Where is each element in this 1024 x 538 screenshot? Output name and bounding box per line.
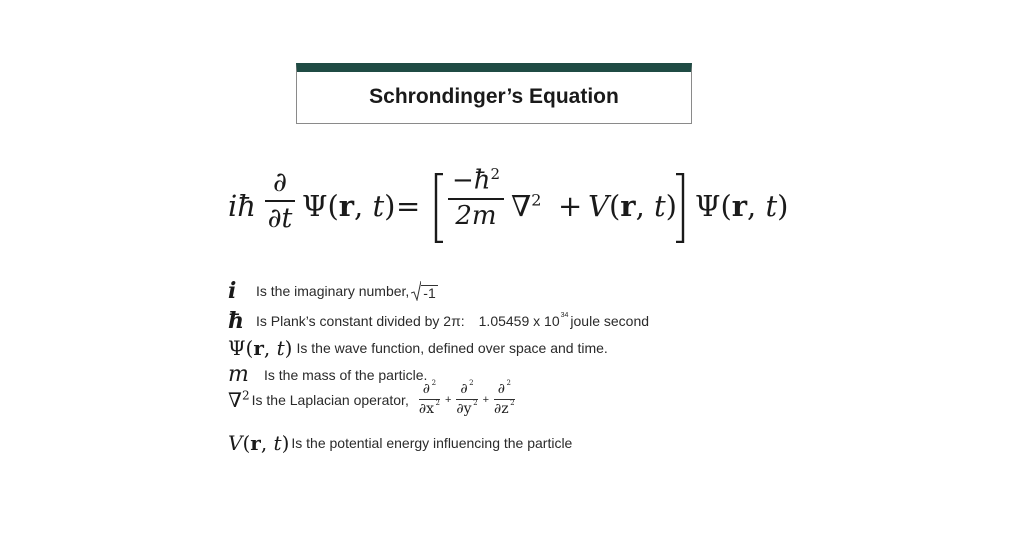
laplacian-x-den-power: 2 <box>435 399 440 408</box>
laplacian-frac-x <box>418 379 440 418</box>
eq-nabla-sup: 2 <box>531 190 542 210</box>
eq-potential: V(r, t) <box>588 189 677 223</box>
symbol-psi: Ψ <box>228 336 246 360</box>
laplacian-dy: ∂y <box>456 401 472 418</box>
eq-v-r: r <box>620 189 636 223</box>
eq-rhs-frac-den: 2m <box>455 200 497 231</box>
definition-hbar <box>228 308 649 334</box>
laplacian-x-partial: ∂ <box>422 381 431 397</box>
symbol-v: V <box>228 431 243 455</box>
eq-rhs-frac-bar <box>448 198 504 200</box>
symbol-nabla-sup: 2 <box>241 388 250 403</box>
laplacian-y-num-power: 2 <box>469 379 474 387</box>
laplacian-z-num-power: 2 <box>506 379 511 387</box>
definition-i <box>228 278 438 304</box>
eq-rhs-psi-symbol: Ψ <box>695 189 721 223</box>
laplacian-frac-z <box>494 379 515 418</box>
laplacian-z-den-power: 2 <box>510 399 515 408</box>
laplacian-x-den <box>418 399 440 418</box>
laplacian-z-num <box>497 379 511 397</box>
eq-rhs-t: t <box>765 189 778 223</box>
laplacian-z-den <box>494 399 515 418</box>
definition-psi <box>228 336 608 360</box>
laplacian-y-den-power: 2 <box>473 399 478 408</box>
right-bracket <box>674 173 686 243</box>
eq-rhs-fraction <box>448 167 504 229</box>
definition-potential <box>228 431 572 455</box>
laplacian-expression <box>415 379 519 418</box>
eq-rhs-psi: Ψ(r, t) <box>695 189 789 223</box>
eq-lhs-psi-symbol: Ψ <box>302 189 328 223</box>
symbol-v-t: t <box>273 431 282 455</box>
laplacian-y-partial: ∂ <box>460 381 468 397</box>
planck-value: 1.05459 x 10 <box>478 313 560 329</box>
planck-exponent: 34 <box>560 311 569 319</box>
symbol-m: m <box>228 362 249 387</box>
eq-v: V <box>588 189 609 223</box>
eq-v-t: t <box>654 189 666 223</box>
definition-i-text: Is the imaginary number, <box>256 283 410 299</box>
eq-lhs-psi: Ψ(r, t) <box>302 189 396 223</box>
symbol-i: i <box>228 278 237 304</box>
eq-plus: + <box>558 189 583 223</box>
definition-laplacian-text: Is the Laplacian operator, <box>251 391 409 408</box>
definition-potential-text: Is the potential energy influencing the particle <box>291 435 573 451</box>
symbol-hbar: ħ <box>228 308 244 334</box>
eq-rhs-hbar: −ħ <box>451 165 491 196</box>
eq-nabla-term <box>511 189 541 223</box>
eq-lhs-fraction <box>265 169 295 232</box>
symbol-laplacian <box>228 388 250 412</box>
planck-unit: joule second <box>570 313 650 329</box>
laplacian-z-partial: ∂ <box>497 381 505 397</box>
eq-lhs-frac-num: ∂ <box>273 167 287 198</box>
laplacian-x-num-power: 2 <box>431 379 437 387</box>
sqrt-sign <box>411 281 421 301</box>
definition-laplacian <box>228 379 519 418</box>
symbol-v-rt: V(r, t) <box>228 431 290 455</box>
definition-m-text: Is the mass of the particle. <box>264 366 428 383</box>
laplacian-plus-2: + <box>482 393 490 406</box>
eq-lhs-t: t <box>372 189 385 223</box>
laplacian-dx: ∂x <box>418 401 434 418</box>
symbol-v-r: r <box>250 431 261 455</box>
definition-hbar-text: Is Plank’s constant divided by 2π: <box>256 313 465 329</box>
laplacian-dz: ∂z <box>494 401 509 418</box>
eq-nabla: ∇ <box>511 189 532 223</box>
symbol-psi-rt: Ψ(r, t) <box>228 336 293 360</box>
eq-equals: = <box>396 189 421 223</box>
eq-lhs-r: r <box>338 189 355 223</box>
page-title: Schrondinger’s Equation <box>369 84 619 108</box>
eq-rhs-hbar-sup: 2 <box>490 165 501 183</box>
laplacian-y-den <box>456 399 478 418</box>
laplacian-plus-1: + <box>444 393 452 406</box>
eq-rhs-r: r <box>731 189 748 223</box>
left-bracket <box>433 173 445 243</box>
definition-psi-text: Is the wave function, defined over space and time. <box>296 340 608 356</box>
laplacian-frac-y <box>456 379 478 418</box>
eq-i-hbar: iħ <box>228 189 256 223</box>
sqrt-radicand: -1 <box>423 285 436 301</box>
eq-lhs-frac-bar <box>265 200 295 202</box>
eq-lhs-frac-den: ∂t <box>267 203 293 234</box>
laplacian-y-num <box>460 379 474 397</box>
title-box <box>296 63 692 124</box>
symbol-nabla: ∇ <box>228 387 242 412</box>
sqrt-expression <box>411 281 437 301</box>
laplacian-x-num <box>422 379 437 397</box>
schrodinger-equation <box>228 165 788 245</box>
symbol-psi-r: r <box>253 336 264 360</box>
eq-rhs-frac-num <box>452 167 500 194</box>
symbol-psi-t: t <box>276 336 285 360</box>
